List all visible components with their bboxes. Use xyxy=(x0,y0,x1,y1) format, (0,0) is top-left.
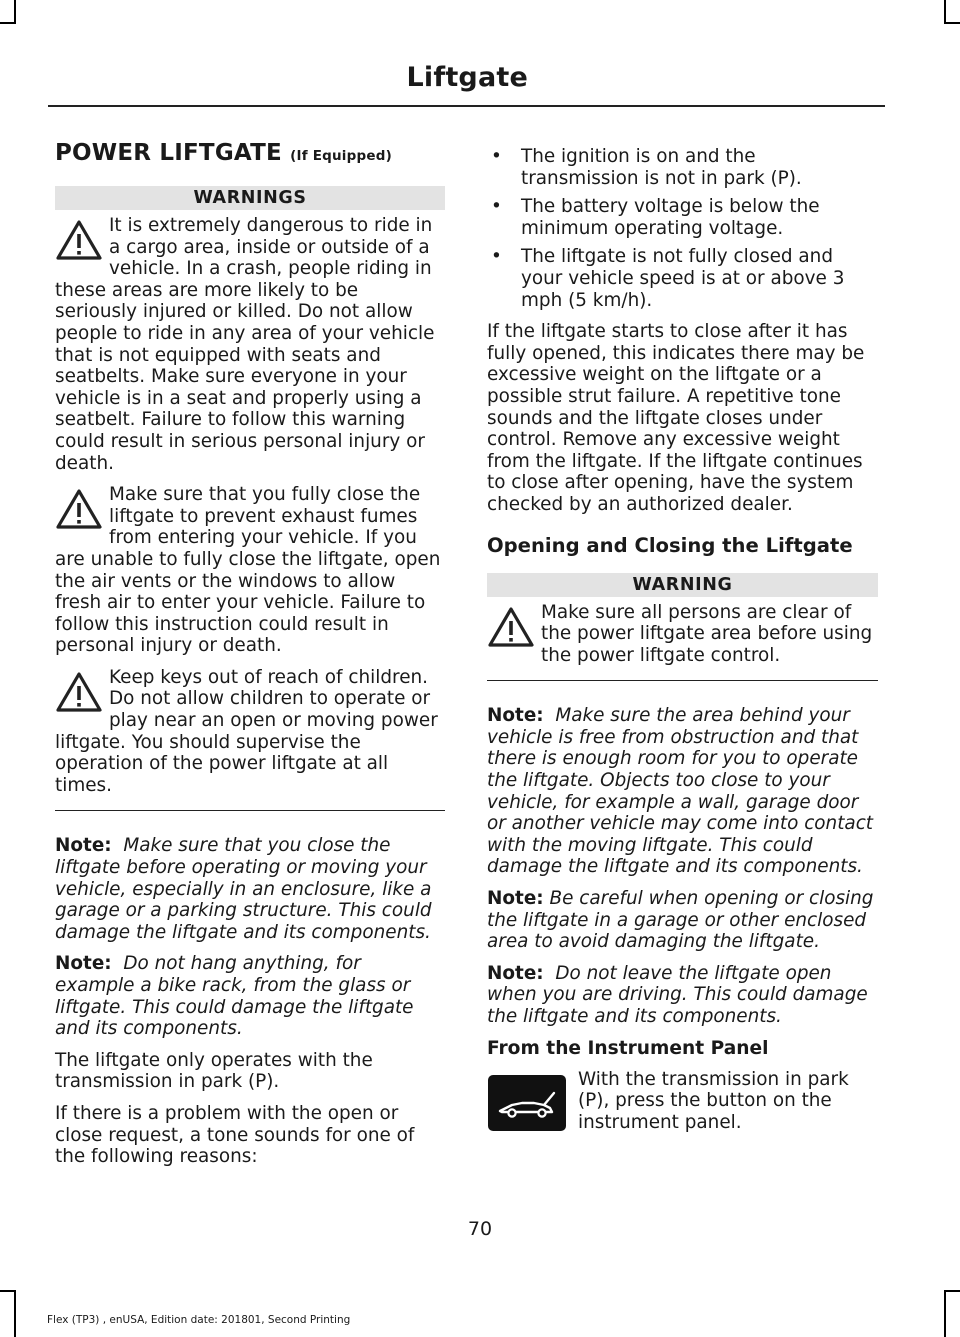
warning-item xyxy=(55,215,445,474)
note-text: Be careful when opening or closing the liftgate in a garage or other enclosed area to avoid damaging the liftgate. xyxy=(487,888,874,953)
note xyxy=(55,953,445,1039)
note-label: Note: xyxy=(487,962,544,984)
warning-text: Make sure all persons are clear of the power liftgate area before using the power liftgate control. xyxy=(541,601,873,666)
panel-instruction: With the transmission in park (P), press the button on the instrument panel. xyxy=(578,1068,849,1133)
header-rule xyxy=(48,105,885,107)
note-text: Make sure that you close the liftgate before operating or moving your vehicle, especially in an enclosure, like a garage or a parking structure. This could damage the liftgate and its components. xyxy=(55,835,432,943)
crop-mark xyxy=(944,22,960,24)
crop-mark xyxy=(14,1290,16,1337)
heading-suffix: (If Equipped) xyxy=(290,148,392,164)
note-label: Note: xyxy=(487,888,544,910)
right-column xyxy=(487,146,878,1141)
warning-text: It is extremely dangerous to ride in a cargo area, inside or outside of a vehicle. In a crash, people riding in these areas are more likely to be seriously injured or killed. Do not allow people to ride in any area of your vehicle that is not equipped with seats and seatbelts. Make sure everyone in your vehicle is in a seat and properly using a seatbelt. Failure to follow this warning could result in serious personal injury or death. xyxy=(55,215,435,474)
note xyxy=(487,888,878,953)
note-label: Note: xyxy=(487,705,544,727)
warning-end-rule xyxy=(487,680,878,681)
warning-item xyxy=(55,484,445,657)
note-label: Note: xyxy=(55,953,112,975)
section-heading: Opening and Closing the Liftgate xyxy=(487,533,853,557)
crop-mark xyxy=(0,22,16,24)
crop-mark xyxy=(944,0,946,24)
section-heading xyxy=(55,140,445,166)
warning-text: Keep keys out of reach of children. Do not allow children to operate or play near an open or moving power liftgate. You should supervise the operation of the power liftgate at all times. xyxy=(55,666,438,796)
note-label: Note: xyxy=(55,835,112,857)
note-text: Make sure the area behind your vehicle is free from obstruction and that there is enough room for you to operate the liftgate. Objects too close to your vehicle, for example a wall, garage door or another vehicle may come into contact with the moving liftgate. This could damage the liftgate and its components. xyxy=(487,705,874,878)
open-liftgate-vehicle-icon xyxy=(488,1075,566,1131)
page-number: 70 xyxy=(467,1218,493,1240)
crop-mark xyxy=(944,1290,960,1292)
list-item: • The liftgate is not fully closed and your vehicle speed is at or above 3 mph (5 km/h). xyxy=(487,246,878,311)
list-item: • The ignition is on and the transmission is not in park (P). xyxy=(487,146,878,189)
warning-triangle-icon xyxy=(487,606,535,648)
instrument-panel-block xyxy=(487,1069,878,1141)
note-text: Do not leave the liftgate open when you are driving. This could damage the liftgate and its components. xyxy=(487,962,868,1027)
crop-mark xyxy=(944,1290,946,1337)
paragraph: If there is a problem with the open or close request, a tone sounds for one of the following reasons: xyxy=(55,1102,415,1168)
warning-triangle-icon xyxy=(55,671,103,713)
note xyxy=(487,963,878,1028)
note xyxy=(487,705,878,878)
crop-mark xyxy=(0,1290,16,1292)
warning-text: Make sure that you fully close the liftgate to prevent exhaust fumes from entering your vehicle. If you are unable to fully close the liftgate, open the air vents or the windows to allow fresh air to enter your vehicle. Failure to follow this instruction could result in personal injury or death. xyxy=(55,484,441,657)
warning-triangle-icon xyxy=(55,488,103,530)
paragraph: The liftgate only operates with the transmission in park (P). xyxy=(55,1049,373,1093)
note xyxy=(55,835,445,943)
liftgate-button-icon xyxy=(488,1075,566,1131)
heading-text: POWER LIFTGATE xyxy=(55,140,282,166)
note-text: Do not hang anything, for example a bike rack, from the glass or liftgate. This could damage the liftgate and its components. xyxy=(55,953,414,1040)
page-header-title: Liftgate xyxy=(406,62,528,93)
warning-item xyxy=(55,667,445,797)
left-column xyxy=(55,140,445,1178)
warning-banner: WARNING xyxy=(487,573,878,597)
warnings-end-rule xyxy=(55,810,445,811)
reasons-list xyxy=(487,146,878,311)
paragraph: If the liftgate starts to close after it has fully opened, this indicates there may be excessive weight on the liftgate or a possible strut failure. A repetitive tone sounds and the liftgate closes under control. Remove any excessive weight from the liftgate. If the liftgate continues to close after opening, have the system checked by an authorized dealer. xyxy=(487,321,865,515)
list-item: • The battery voltage is below the minimum operating voltage. xyxy=(487,196,878,239)
subheading: From the Instrument Panel xyxy=(487,1037,769,1059)
warning-triangle-icon xyxy=(55,219,103,261)
footer-edition: Flex (TP3) , enUSA, Edition date: 201801, Second Printing xyxy=(47,1314,351,1326)
crop-mark xyxy=(14,0,16,24)
warning-item xyxy=(487,602,878,667)
warnings-banner: WARNINGS xyxy=(55,186,445,210)
